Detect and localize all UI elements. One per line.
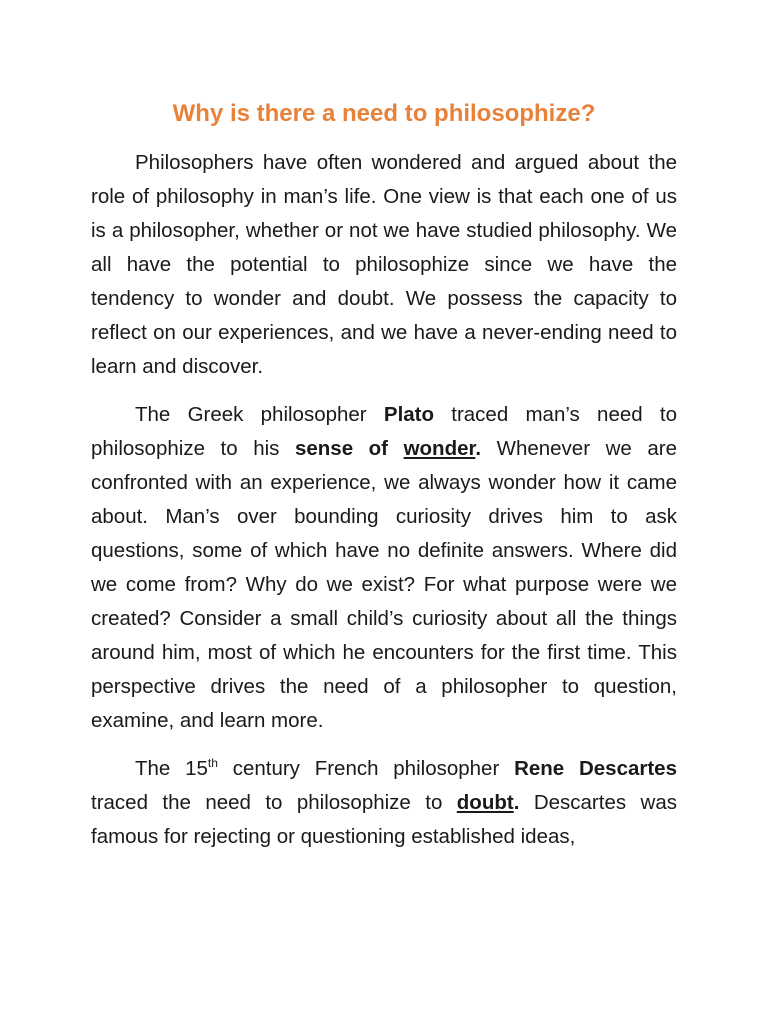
paragraph-descartes-text-3: traced the need to philosophize to: [91, 791, 457, 814]
wonder-period: .: [475, 437, 482, 460]
plato-name: Plato: [383, 403, 435, 426]
doubt-term: doubt: [456, 791, 514, 814]
document-title: Why is there a need to philosophize?: [172, 100, 596, 127]
paragraph-descartes-text-1: The 15: [135, 757, 208, 780]
paragraph-plato-text-1: The Greek philosopher: [135, 403, 384, 426]
doubt-period: .: [513, 791, 520, 814]
paragraph-descartes: [91, 752, 677, 854]
paragraph-descartes-text-4: Descartes was famous for rejecting or questioning established ideas,: [91, 791, 677, 848]
paragraph-descartes-text-2: century French philosopher: [217, 757, 515, 780]
ordinal-suffix: th: [207, 756, 218, 771]
sense-of-label: sense of: [294, 437, 404, 460]
paragraph-intro: Philosophers have often wondered and argued about the role of philosophy in man’s life. One view is that each one of us is a philosopher, whether or not we have studied philosophy. We all have the potential to philosophize since we have the tendency to wonder and doubt. We possess the capacity to reflect on our experiences, and we have a never-ending need to learn and discover.: [91, 151, 677, 378]
document-body: [91, 146, 677, 868]
paragraph-plato-text-3: Whenever we are confronted with an experience, we always wonder how it came about. Man’s over bounding curiosity drives him to ask questions, some of which have no definite answers. Where did we come from? Why do we exist? For what purpose were we created? Consider a small child’s curiosity about all the things around him, most of which he encounters for the first time. This perspective drives the need of a philosopher to question, examine, and learn more.: [91, 437, 677, 732]
paragraph-plato: [91, 398, 677, 738]
paragraph-plato-text-2: traced man’s need to philosophize to his: [91, 403, 677, 460]
wonder-term: wonder: [403, 437, 476, 460]
descartes-name: Rene Descartes: [514, 757, 677, 780]
